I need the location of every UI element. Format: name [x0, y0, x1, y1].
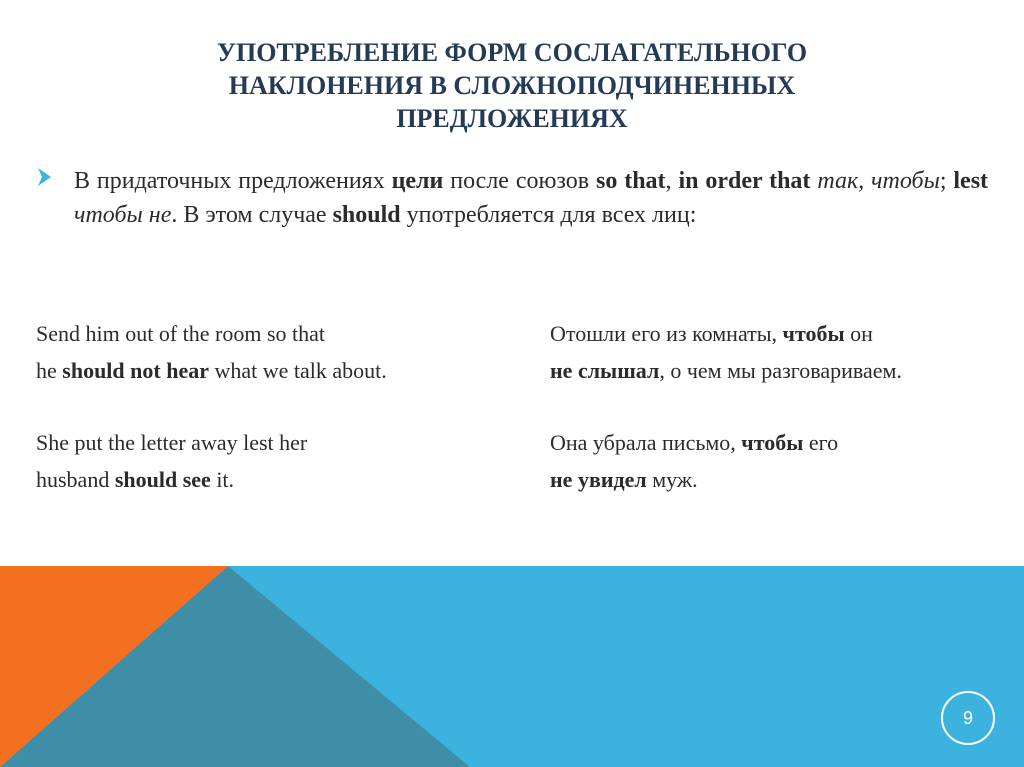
keyword-should: should: [332, 202, 401, 228]
example-1-russian-line-1: [550, 315, 902, 352]
example-2-english-line-2: [36, 461, 307, 498]
example-1-english: [36, 315, 387, 389]
conjunction-so-that: so that: [595, 168, 666, 194]
text-part: , о чем мы разговариваем.: [659, 358, 902, 383]
text-part: it.: [210, 467, 235, 492]
example-1-english-line-2: [36, 352, 387, 389]
highlighted-verb: should not hear: [62, 358, 209, 383]
text-part: Она убрала письмо,: [550, 430, 742, 455]
rule-text-part: после союзов: [443, 168, 596, 194]
example-1-english-line-1: Send him out of the room so that: [36, 321, 326, 346]
highlighted-verb: не увидел: [550, 467, 647, 492]
arrow-bullet-icon: [36, 166, 54, 188]
rule-text-part: ;: [939, 168, 954, 194]
text-part: he: [36, 358, 63, 383]
translation-tak-chtoby: так, чтобы: [817, 168, 940, 194]
text-part: what we talk about.: [208, 358, 387, 383]
example-2-english-line-1: She put the letter away lest her: [36, 430, 308, 455]
rule-text-part: В придаточных предложениях: [74, 168, 392, 194]
rule-text-part: употребляется для всех лиц:: [400, 202, 697, 228]
example-2-russian: [550, 424, 838, 498]
highlighted-verb: не слышал: [550, 358, 660, 383]
example-2-english: [36, 424, 307, 498]
slide-title-line-1: УПОТРЕБЛЕНИЕ ФОРМ СОСЛАГАТЕЛЬНОГО: [216, 38, 808, 67]
text-part: муж.: [646, 467, 698, 492]
rule-text: [74, 164, 988, 232]
conjunction-in-order-that: in order that: [678, 168, 811, 194]
page-number: 9: [962, 707, 973, 728]
highlighted-verb: should see: [114, 467, 211, 492]
rule-bullet: [36, 164, 988, 232]
page-number-badge: [941, 691, 995, 745]
highlighted-conjunction: чтобы: [741, 430, 804, 455]
example-2-russian-line-2: [550, 461, 838, 498]
example-2-russian-line-1: [550, 424, 838, 461]
example-1-russian: [550, 315, 902, 389]
text-part: его: [803, 430, 839, 455]
conjunction-lest: lest: [953, 168, 989, 194]
example-1-russian-line-2: [550, 352, 902, 389]
slide-title-line-3: ПРЕДЛОЖЕНИЯХ: [396, 104, 628, 133]
highlighted-conjunction: чтобы: [782, 321, 845, 346]
decorative-footer-band: [0, 566, 1024, 767]
rule-text-part: ,: [665, 168, 679, 194]
slide-title-line-2: НАКЛОНЕНИЯ В СЛОЖНОПОДЧИНЕННЫХ: [228, 71, 796, 100]
text-part: Отошли его из комнаты,: [550, 321, 783, 346]
text-part: husband: [36, 467, 115, 492]
rule-keyword-purpose: цели: [391, 168, 444, 194]
rule-text-part: . В этом случае: [171, 202, 333, 228]
slide-title: [0, 36, 1024, 135]
translation-chtoby-ne: чтобы не: [74, 202, 172, 228]
text-part: он: [844, 321, 873, 346]
